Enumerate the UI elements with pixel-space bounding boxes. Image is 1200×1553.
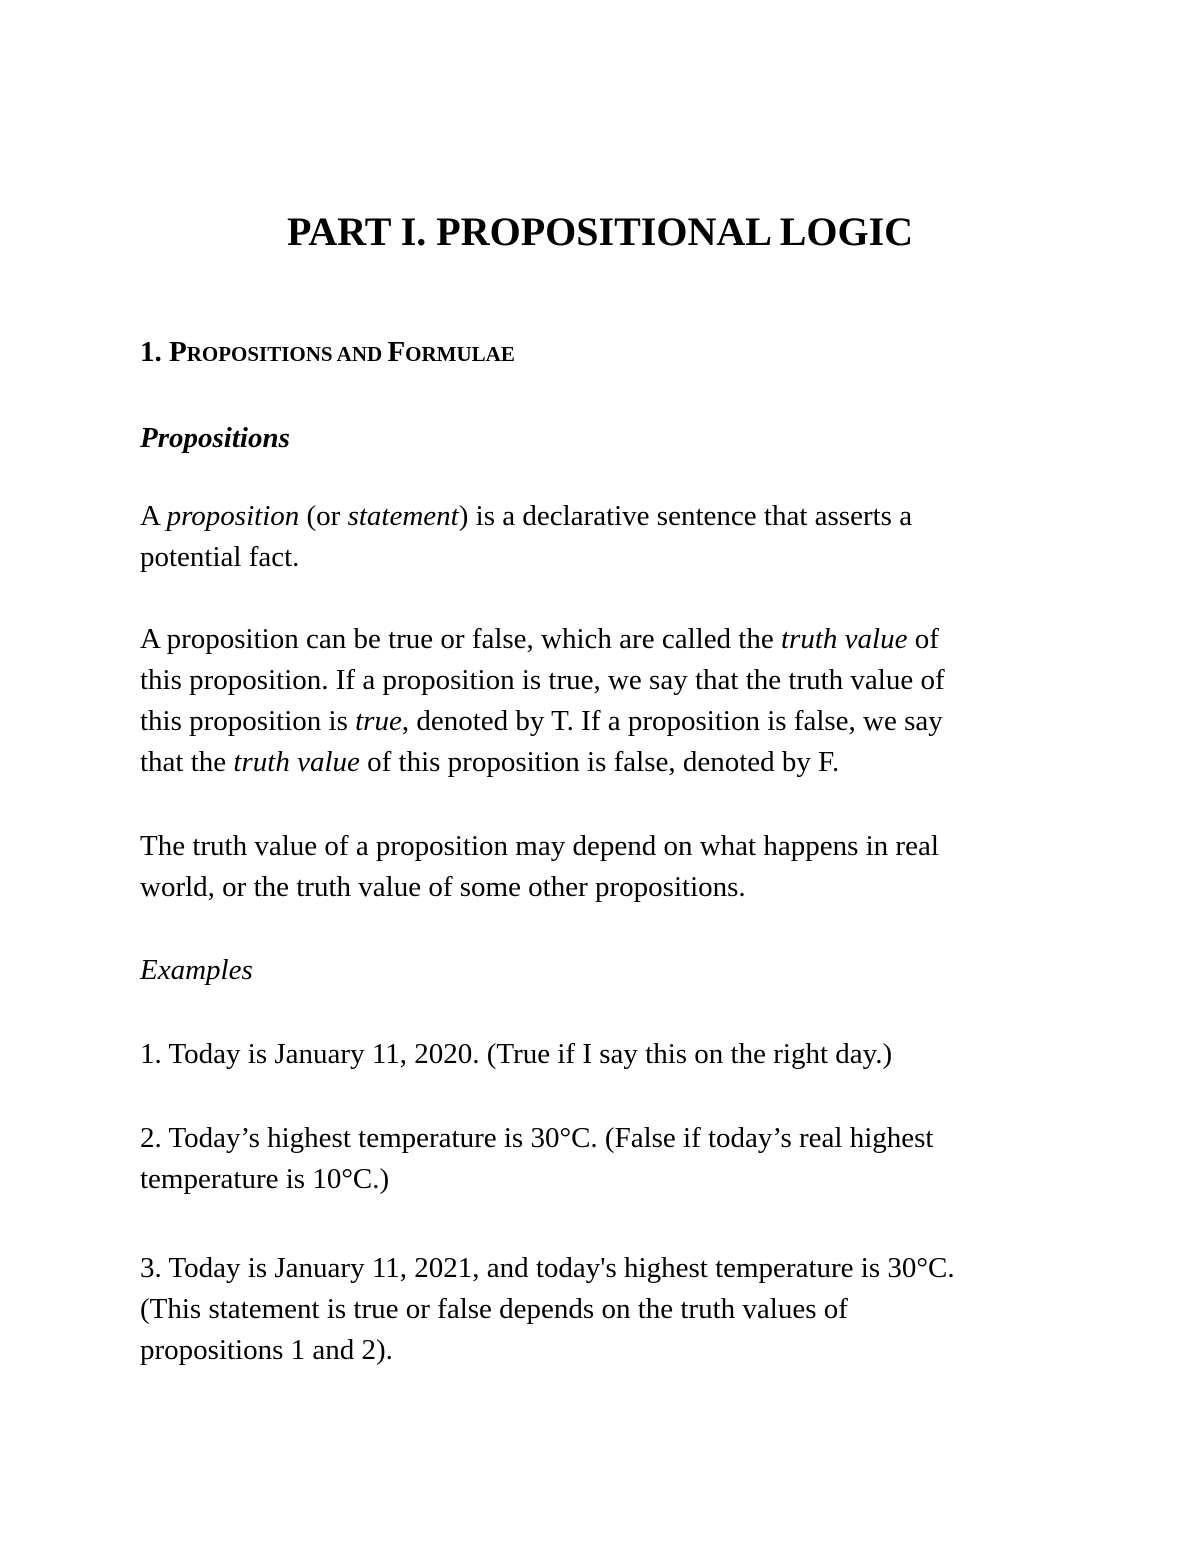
text-run: of [907, 623, 939, 655]
paragraph-line: propositions 1 and 2). [140, 1334, 393, 1366]
italic-term-true: true [355, 705, 402, 737]
text-run: , denoted by T. If a proposition is false, we say [401, 705, 943, 737]
paragraph-line [140, 496, 1040, 537]
text-run: that the [140, 746, 234, 778]
paragraph-line: temperature is 10°C.) [140, 1163, 390, 1195]
paragraph-definition [140, 496, 1040, 578]
paragraph-line: The truth value of a proposition may depend on what happens in real [140, 830, 939, 862]
paragraph-line: this proposition. If a proposition is true, we say that the truth value of [140, 664, 945, 696]
italic-term-truth-value: truth value [233, 746, 360, 778]
text-run: of this proposition is false, denoted by F. [359, 746, 840, 778]
paragraph-line: 1. Today is January 11, 2020. (True if I say this on the right day.) [140, 1038, 893, 1070]
paragraph-dependence [140, 826, 1040, 908]
paragraph-truth-value [140, 619, 1040, 783]
paragraph-line: potential fact. [140, 541, 300, 573]
section-cap-2: F [387, 336, 406, 368]
example-item-2 [140, 1118, 1040, 1200]
page-title: PART I. PROPOSITIONAL LOGIC [286, 209, 914, 254]
examples-heading: Examples [140, 954, 253, 986]
section-smallcaps-1: ROPOSITIONS AND [186, 342, 388, 366]
section-smallcaps-2: ORMULAE [405, 342, 515, 366]
paragraph-line: 2. Today’s highest temperature is 30°C. (False if today’s real highest [140, 1122, 934, 1154]
text-run: (or [299, 500, 348, 532]
example-item-3 [140, 1248, 1040, 1371]
subheading-propositions: Propositions [140, 422, 290, 454]
text-run: ) is a declarative sentence that asserts a [458, 500, 913, 532]
paragraph-line: world, or the truth value of some other propositions. [140, 871, 746, 903]
paragraph-line: 3. Today is January 11, 2021, and today's highest temperature is 30°C. [140, 1252, 955, 1284]
italic-term-statement: statement [347, 500, 459, 532]
paragraph-line [140, 701, 1040, 742]
section-cap-1: P [169, 336, 187, 368]
text-run: this proposition is [140, 705, 356, 737]
paragraph-line: (This statement is true or false depends on the truth values of [140, 1293, 848, 1325]
italic-term-proposition: proposition [166, 500, 300, 532]
italic-term-truth-value: truth value [781, 623, 908, 655]
text-run: A [140, 500, 167, 532]
example-item-1 [140, 1034, 1040, 1075]
paragraph-line [140, 619, 1040, 660]
section-number: 1. [140, 336, 169, 368]
text-run: A proposition can be true or false, which are called the [140, 623, 781, 655]
section-heading [140, 332, 515, 374]
paragraph-line [140, 742, 1040, 783]
